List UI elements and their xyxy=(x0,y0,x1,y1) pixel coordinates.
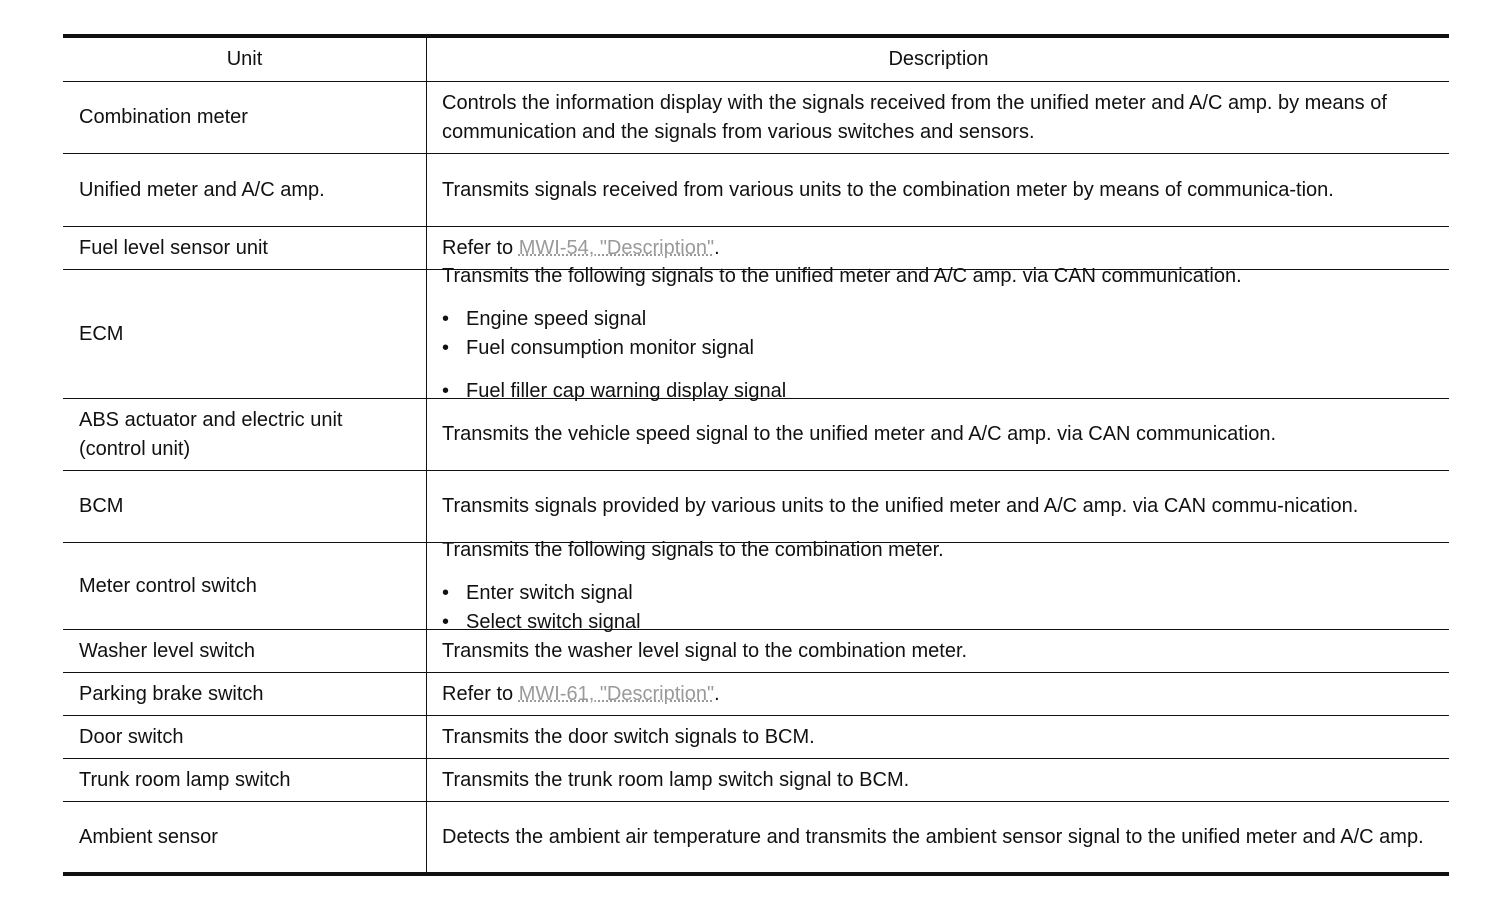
bullet-item: • Fuel consumption monitor signal xyxy=(442,334,952,363)
ref-prefix: Refer to xyxy=(442,682,519,705)
table-row xyxy=(63,399,1449,471)
unit-cell: BCM xyxy=(63,471,427,542)
table-row xyxy=(63,82,1449,154)
description-text: Transmits signals received from various units to the combination meter by means of communica-tion. xyxy=(442,178,1334,201)
description-cell xyxy=(427,759,1449,801)
reference-link[interactable]: MWI-61, "Description" xyxy=(518,682,715,705)
bullet-item: • Engine speed signal xyxy=(442,305,952,334)
unit-cell: ABS actuator and electric unit (control unit) xyxy=(63,399,427,470)
description-text xyxy=(442,680,1435,709)
bullet-item: • Select switch signal xyxy=(442,608,952,637)
table-row xyxy=(63,630,1449,673)
table-row xyxy=(63,759,1449,802)
description-cell xyxy=(427,399,1449,470)
description-text: Transmits the following signals to the combination meter. xyxy=(442,538,944,561)
table-row xyxy=(63,673,1449,716)
description-text: Controls the information display with the signals received from the unified meter and A/C amp. by means of communication and the signals from various switches and sensors. xyxy=(442,91,1387,143)
description-cell xyxy=(427,673,1449,715)
table-row xyxy=(63,265,1449,402)
description-text: Detects the ambient air temperature and transmits the ambient sensor signal to the unified meter and A/C amp. xyxy=(442,825,1424,848)
ref-prefix: Refer to xyxy=(442,236,519,259)
description-cell xyxy=(427,802,1449,872)
description-cell xyxy=(427,716,1449,758)
table-row xyxy=(63,802,1449,872)
table-header xyxy=(63,38,1449,82)
unit-cell: Ambient sensor xyxy=(63,802,427,872)
header-unit: Unit xyxy=(63,38,427,81)
bullet-item: • Enter switch signal xyxy=(442,579,952,608)
description-text: Transmits the washer level signal to the combination meter. xyxy=(442,639,968,662)
ref-suffix: . xyxy=(714,236,720,259)
unit-cell: Door switch xyxy=(63,716,427,758)
description-text: Transmits the following signals to the unified meter and A/C amp. via CAN communication. xyxy=(442,265,1242,287)
description-text xyxy=(442,234,1435,263)
bullet-list xyxy=(442,579,1435,637)
unit-cell: ECM xyxy=(63,270,427,398)
table-row xyxy=(63,471,1449,543)
description-text: Transmits the vehicle speed signal to the unified meter and A/C amp. via CAN communication. xyxy=(442,423,1277,445)
description-cell xyxy=(427,82,1449,153)
description-text: Transmits signals provided by various units to the unified meter and A/C amp. via CAN commu-nication. xyxy=(442,495,1359,517)
description-text: Transmits the door switch signals to BCM. xyxy=(442,725,815,748)
reference-link[interactable]: MWI-54, "Description" xyxy=(518,236,715,259)
description-cell xyxy=(427,471,1449,542)
table-row xyxy=(63,538,1449,633)
description-cell xyxy=(427,265,1449,402)
bullet-list xyxy=(442,305,1435,406)
bullet-text: Fuel consumption monitor signal xyxy=(466,337,754,359)
description-text: Transmits the trunk room lamp switch signal to BCM. xyxy=(442,768,910,791)
ref-suffix: . xyxy=(714,682,720,705)
bullet-text: Enter switch signal xyxy=(466,581,633,604)
table-row xyxy=(63,716,1449,759)
description-cell xyxy=(427,630,1449,672)
description-cell xyxy=(427,154,1449,226)
header-description: Description xyxy=(888,48,989,70)
unit-cell: Parking brake switch xyxy=(63,673,427,715)
unit-description-table xyxy=(63,34,1449,876)
bullet-text: Engine speed signal xyxy=(466,308,647,330)
bullet-text: Select switch signal xyxy=(466,610,641,633)
description-cell xyxy=(427,538,1449,633)
unit-cell: Washer level switch xyxy=(63,630,427,672)
bullet-item: • Fuel filler cap warning display signal xyxy=(442,377,952,406)
unit-cell: Unified meter and A/C amp. xyxy=(63,154,427,226)
unit-cell: Combination meter xyxy=(63,82,427,153)
unit-cell: Fuel level sensor unit xyxy=(63,227,427,269)
unit-cell: Meter control switch xyxy=(63,543,427,629)
unit-cell: Trunk room lamp switch xyxy=(63,759,427,801)
bullet-text: Fuel filler cap warning display signal xyxy=(466,380,787,402)
table-row xyxy=(63,154,1449,227)
